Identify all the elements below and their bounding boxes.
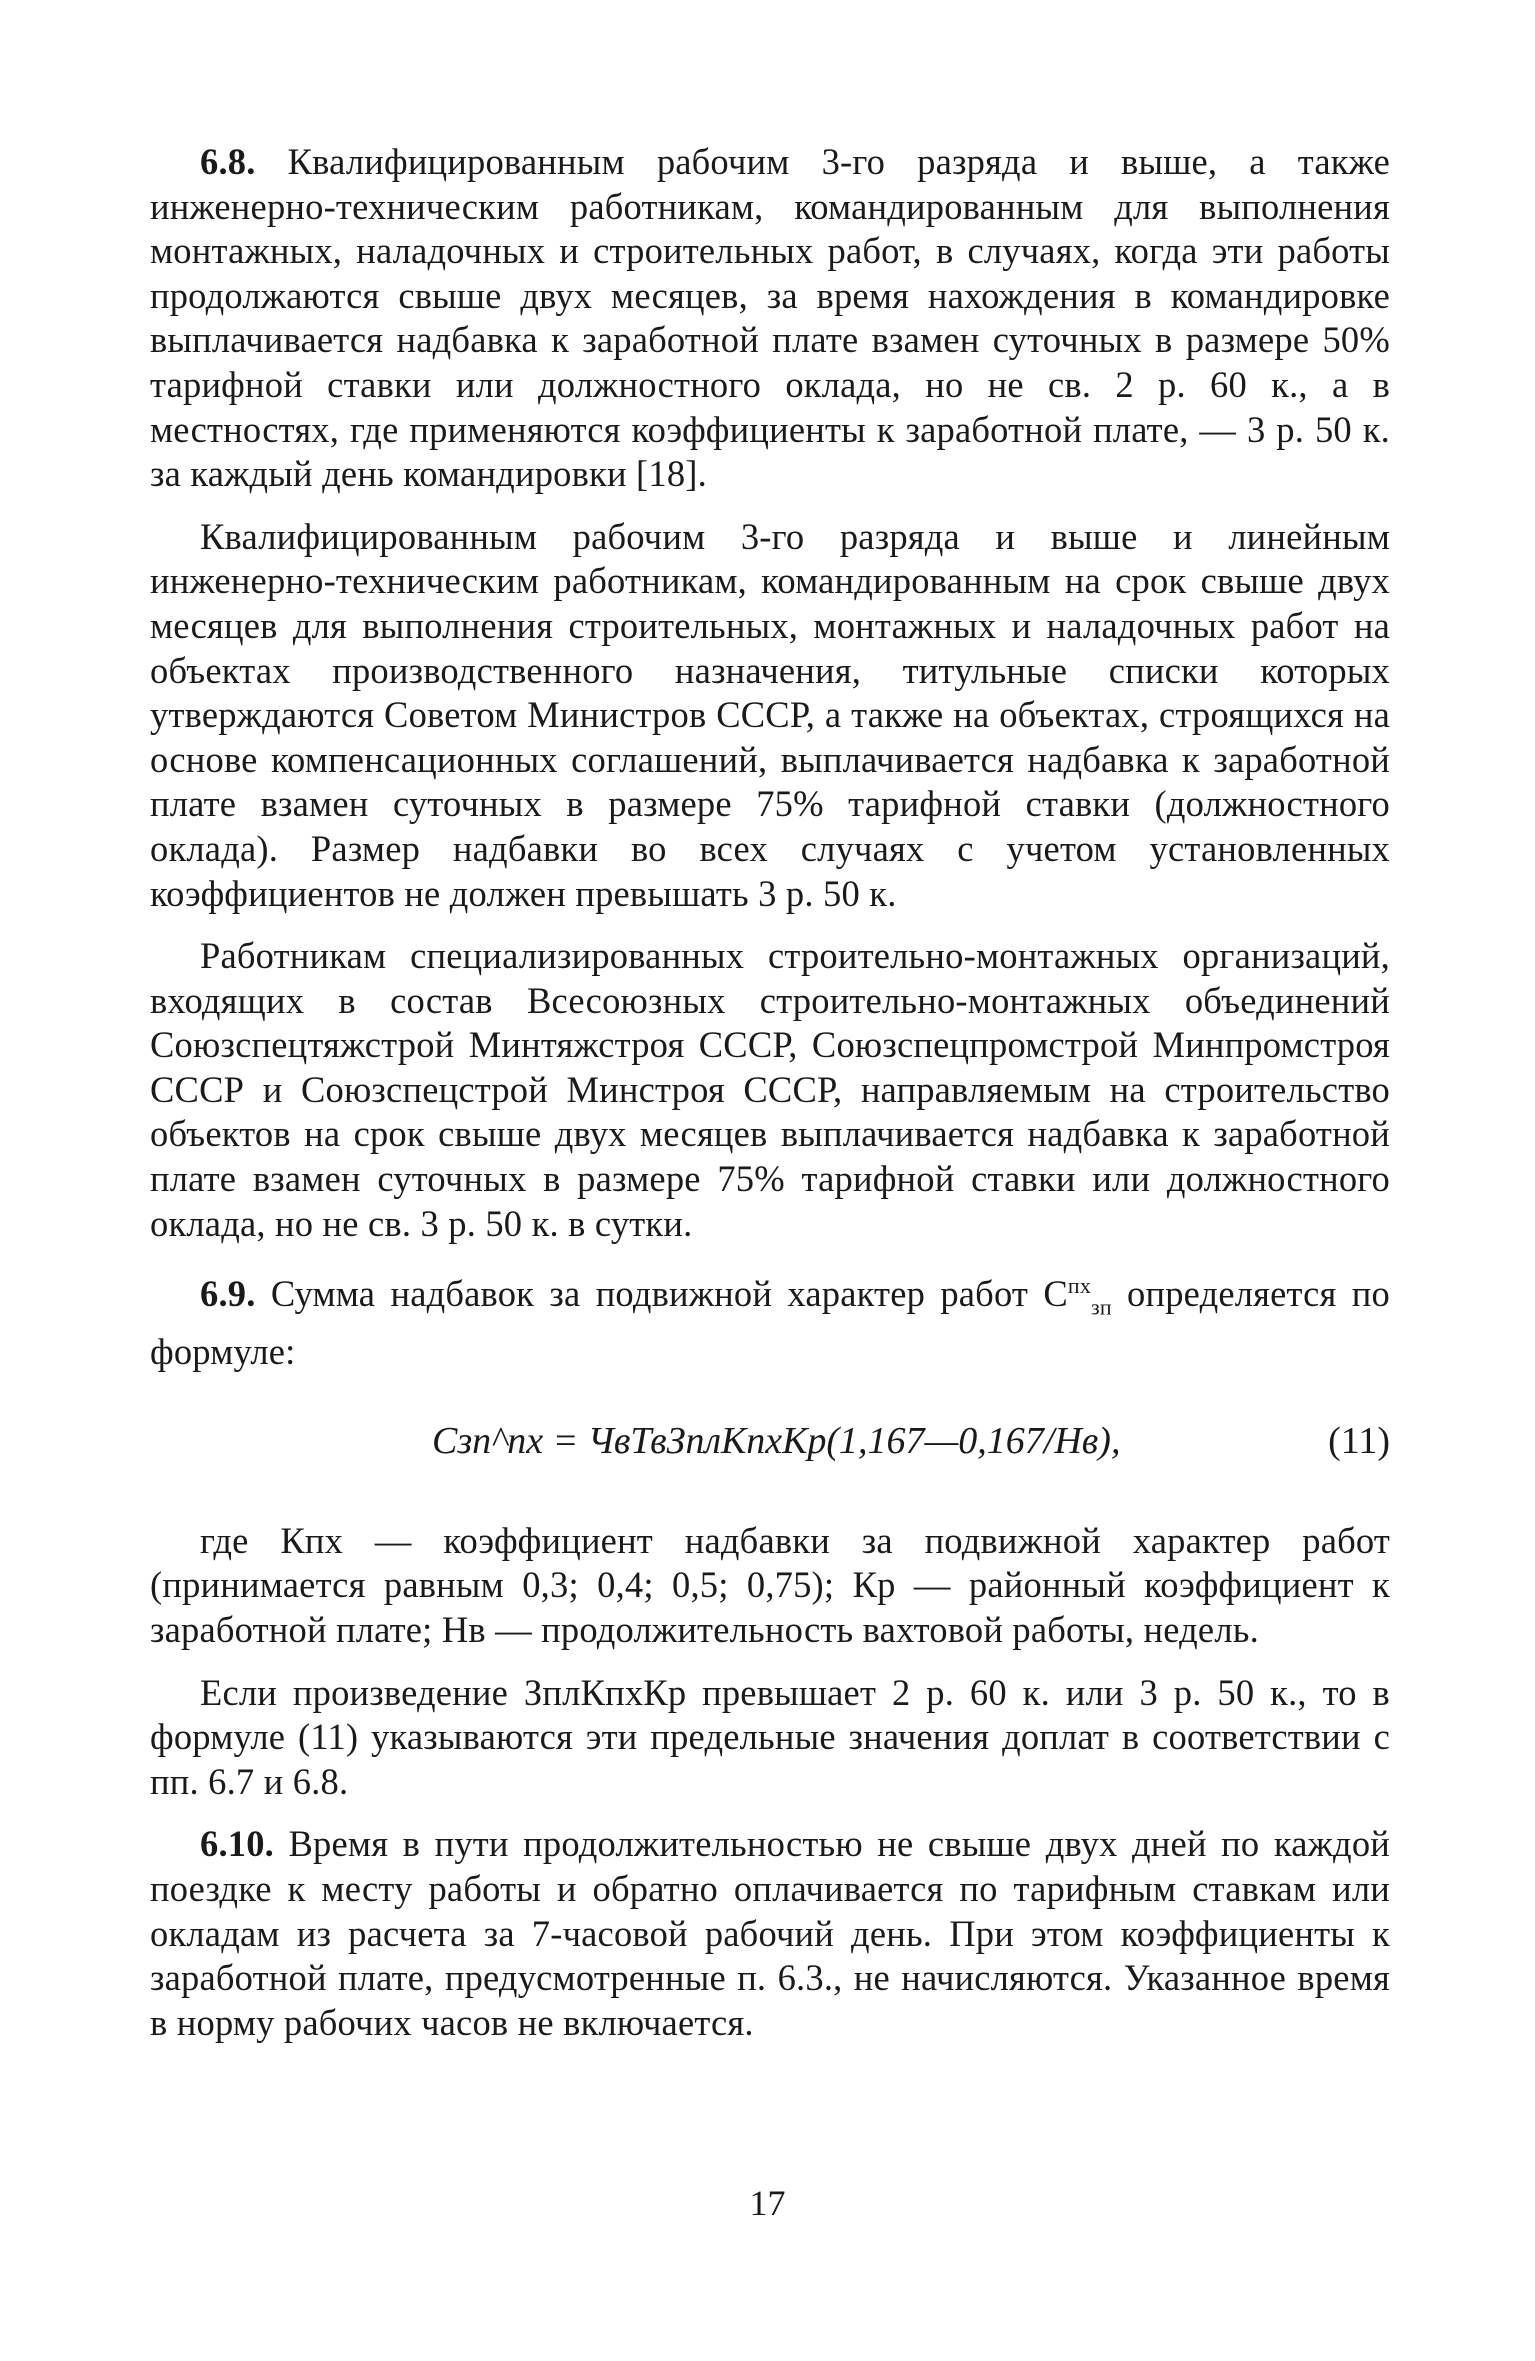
paragraph-text: Квалифицированным рабочим 3-го разряда и выше, а также инженерно-техническим работникам, командированным для выполнения монтажных, наладочных и строительных работ, в случаях, когда эти работы продолжаются свыше двух месяцев, за время нахождения в командировке выплачивается надбавка к заработной плате взамен суточных в размере 50% тарифной ставки или должностного оклада, но не св. 2 р. 60 к., а в местностях, где применяются коэффициенты к заработной плате, — 3 р. 50 к. за каждый день командировки [18].: [150, 141, 1390, 495]
page-number: 17: [749, 2183, 786, 2223]
section-number: 6.10.: [200, 1823, 274, 1865]
section-number: 6.9.: [200, 1273, 256, 1315]
paragraph-6-9: [150, 1264, 1390, 1375]
paragraph-specialized-orgs: [150, 934, 1390, 1246]
paragraph-text: Если произведение ЗплКпхКр превышает 2 р. 60 к. или 3 р. 50 к., то в формуле (11) указываются эти предельные значения доплат в соответствии с пп. 6.7 и 6.8.: [150, 1671, 1390, 1802]
section-number: 6.8.: [200, 141, 256, 182]
formula-expression: Cзп^пх = ЧвТвЗплКпхКр(1,167—0,167/Нв),: [432, 1419, 1121, 1462]
subscript: зп: [1090, 1294, 1112, 1320]
paragraph-6-10: [150, 1822, 1390, 2045]
paragraph-6-8: [150, 140, 1390, 497]
formula-11: [150, 1409, 1390, 1479]
paragraph-text: Работникам специализированных строительно-монтажных организаций, входящих в состав Всесоюзных строительно-монтажных объединений Союзспецтяжстрой Минтяжстроя СССР, Союзспецпромстрой Минпромстроя СССР и Союзспецстрой Минстроя СССР, направляемым на строительство объектов на срок свыше двух месяцев выплачивается надбавка к заработной плате взамен суточных в размере 75% тарифной ставки или должностного оклада, но не св. 3 р. 50 к. в сутки.: [150, 935, 1390, 1244]
paragraph-text-end: определяется по формуле:: [150, 1273, 1390, 1373]
paragraph-text: Время в пути продолжительностью не свыше двух дней по каждой поездке к месту работы и обратно оплачивается по тарифным ставкам или окладам из расчета за 7-часовой рабочий день. При этом коэффициенты к заработной плате, предусмотренные п. 6.3., не начисляются. Указанное время в норму рабочих часов не включается.: [150, 1823, 1390, 2043]
paragraph-limit-values: [150, 1671, 1390, 1805]
paragraph-text: Сумма надбавок за подвижной характер работ С: [270, 1273, 1068, 1315]
superscript: пх: [1067, 1273, 1091, 1299]
document-page: [150, 140, 1390, 2063]
paragraph-formula-legend: [150, 1519, 1390, 1653]
paragraph-linear-workers: [150, 515, 1390, 916]
paragraph-text: где Кпх — коэффициент надбавки за подвижной характер работ (принимается равным 0,3; 0,4; 0,5; 0,75); Кр — районный коэффициент к заработной плате; Нв — продолжительность вахтовой работы, недель.: [150, 1519, 1390, 1651]
paragraph-text: Квалифицированным рабочим 3-го разряда и выше и линейным инженерно-техническим работникам, командированным на срок свыше двух месяцев для выполнения строительных, монтажных и наладочных работ на объектах производственного назначения, титульные списки которых утверждаются Советом Министров СССР, а также на объектах, строящихся на основе компенсационных соглашений, выплачивается надбавка к заработной плате взамен суточных в размере 75% тарифной ставки (должностного оклада). Размер надбавки во всех случаях с учетом установленных коэффициентов не должен превышать 3 р. 50 к.: [150, 515, 1390, 914]
formula-number: (11): [1328, 1419, 1390, 1462]
